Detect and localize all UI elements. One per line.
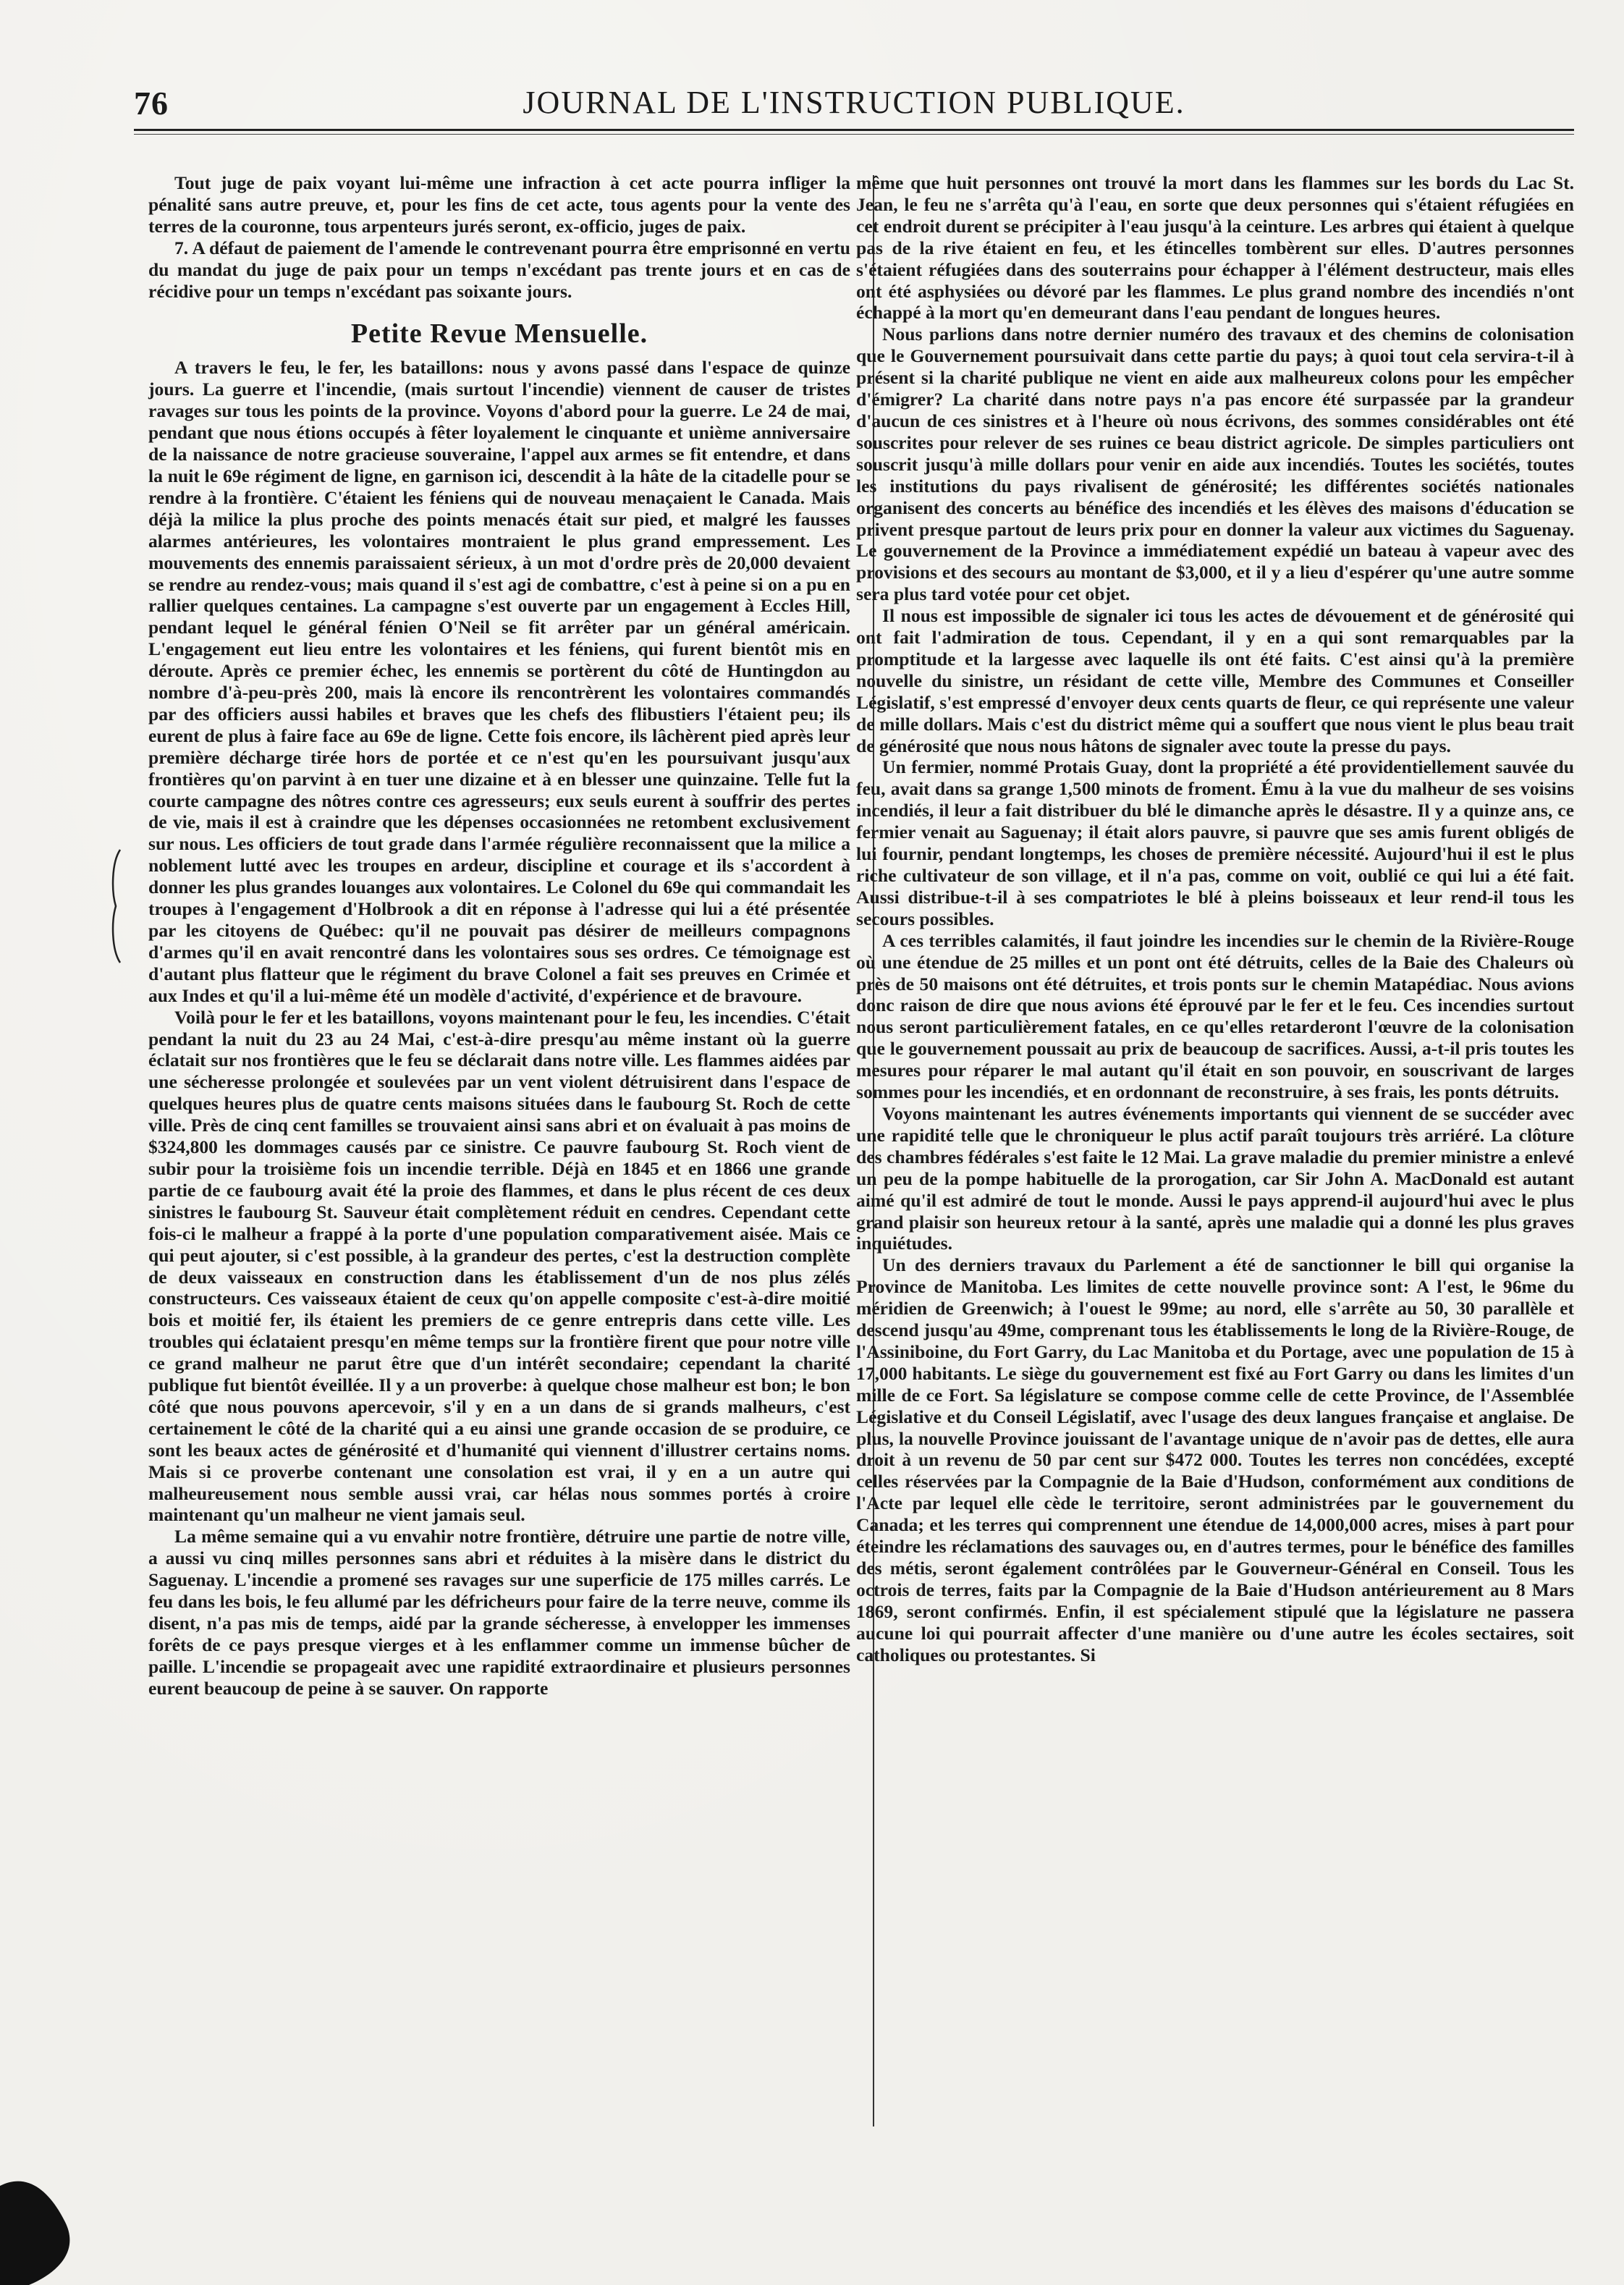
paragraph: La même semaine qui a vu envahir notre frontière, détruire une partie de notre ville, a aussi vu cinq milles personnes sans abri et réduites à la misère dans le district du Saguenay. L'incendie a promené ses ravages sur une superficie de 175 milles carrés. Le feu dans les bois, le feu allumé par les défricheurs pour faire de la terre neuve, comme ils disent, n'a pas mis de temps, aidé par la grande sécheresse, à envelopper les immenses forêts de ce pays presque vierges et à les enflammer comme un immense bûcher de paille. L'incendie se propageait avec une rapidité extraordinaire et plusieurs personnes eurent beaucoup de peine à se sauver. On rapporte (148, 1526, 850, 1699)
paragraph: 7. A défaut de paiement de l'amende le contrevenant pourra être emprisonné en vertu du mandat du juge de paix pour un temps n'excédant pas trente jours et en cas de récidive pour un temps n'excédant pas soixante jours. (148, 237, 850, 302)
paragraph: Nous parlions dans notre dernier numéro des travaux et des chemins de colonisation que le Gouvernement poursuivait dans cette partie du pays; à quoi tout cela servira-t-il à présent si la charité publique ne vient en aide aux malheureux colons pour les empêcher d'émigrer? La charité dans notre pays n'a pas encore été surpassée par la grandeur d'aucun de ces sinistres et à l'heure où nous écrivons, des sommes considérables ont été souscrites pour relever de ses ruines ce beau district agricole. De simples particuliers ont souscrit jusqu'à mille dollars pour venir en aide aux incendiés. Toutes les sociétés, toutes les institutions du pays rivalisent de générosité; les différentes sociétés nationales organisent des concerts au bénéfice des incendiés et les élèves des maisons d'éducation se privent presque partout de leurs prix pour en donner la valeur aux victimes du Saguenay. Le gouvernement de la Province a immédiatement expédié un bateau à vapeur avec des provisions et des secours au montant de $3,000, et il y a lieu d'espérer qu'une autre somme sera plus tard votée pour cet objet. (856, 324, 1574, 605)
right-column (856, 172, 1574, 1666)
paragraph: A ces terribles calamités, il faut joindre les incendies sur le chemin de la Rivière-Rouge où une étendue de 25 milles et un pont ont été détruits, celles de la Baie des Chaleurs où près de 50 maisons ont été détruites, et trois ponts sur le chemin Matapédiac. Nous avions donc raison de dire que nous avions été éprouvé par le fer et le feu. Ces incendies surtout nous seront particulièrement fatales, en ce qu'elles retarderont l'œuvre de la colonisation que le gouvernement poussait au prix de beaucoup de sacrifices. Aussi, a-t-il pris toutes les mesures pour réparer le mal autant qu'il était en son pouvoir, en souscrivant de larges sommes pour les incendiés, et en ordonnant de reconstruire, à ses frais, les ponts détruits. (856, 929, 1574, 1103)
journal-title: JOURNAL DE L'INSTRUCTION PUBLIQUE. (523, 85, 1185, 120)
paragraph: Un des derniers travaux du Parlement a été de sanctionner le bill qui organise la Province de Manitoba. Les limites de cette nouvelle province sont: A l'est, le 96me du méridien de Greenwich; à l'ouest le 99me; au nord, elle s'arrête au 50, 30 parallèle et descend jusqu'au 49me, comprenant tous les établissements le long de la Rivière-Rouge, de l'Assiniboine, du Fort Garry, du Lac Manitoba et du Portage, avec une population de 15 à 17,000 habitants. Le siège du gouvernement est fixé au Fort Garry ou dans les limites d'un mille de ce Fort. Sa législature se compose comme celle de cette Province, de l'Assemblée Législative et du Conseil Législatif, avec l'usage des deux langues française et anglaise. De plus, la nouvelle Province jouissant de l'avantage unique de n'avoir pas de dettes, elle aura droit à un revenu de 50 par cent sur $472 000. Toutes les terres non concédées, excepté celles réservées par la Compagnie de la Baie d'Hudson, conformément aux conditions de l'Acte par lequel elle cède le territoire, seront administrées par le gouvernement du Canada; et les terres qui comprennent une étendue de 14,000,000 acres, mises à part pour éteindre les réclamations des sauvages ou, en d'autres termes, pour le bénéfice des familles des métis, seront également contrôlées par le Gouverneur-Général en Conseil. Tous les octrois de terres, faits par la Compagnie de la Baie d'Hudson antérieurement au 8 Mars 1869, seront confirmés. Enfin, il est spécialement stipulé que la législature ne passera aucune loi qui pourrait affecter d'une manière ou d'une autre les écoles sectaires, soit catholiques ou protestantes. Si (856, 1254, 1574, 1665)
paragraph: Tout juge de paix voyant lui-même une infraction à cet acte pourra infliger la pénalité sans autre preuve, et, pour les fins de cet acte, tous agents pour la vente des terres de la couronne, tous arpenteurs jurés seront, ex-officio, juges de paix. (148, 172, 850, 237)
paragraph: même que huit personnes ont trouvé la mort dans les flammes sur les bords du Lac St. Jean, le feu ne s'arrêta qu'à l'eau, en sorte que deux personnes qui s'étaient réfugiées en cet endroit durent se précipiter à l'eau jusqu'à la ceinture. Les arbres qui étaient à quelque pas de la rive étaient en feu, et les étincelles tombèrent sur elles. D'autres personnes s'étaient réfugiées dans des souterrains pour échapper à l'élément destructeur, mais elles ont été asphysiées ou dévoré par les flammes. Le plus grand nombre des incendiés n'ont échappé à la mort qu'en demeurant dans l'eau pendant de longues heures. (856, 172, 1574, 324)
paragraph: Voilà pour le fer et les bataillons, voyons maintenant pour le feu, les incendies. C'était pendant la nuit du 23 au 24 Mai, c'est-à-dire presqu'au même instant où la guerre éclatait sur nos frontières que le feu se déclarait dans notre ville. Les flammes aidées par une sécheresse prolongée et soulevées par un vent violent détruisirent dans l'espace de quelques heures plus de quatre cents maisons situées dans le faubourg St. Roch de cette ville. Près de cinq cent familles se trouvaient ainsi sans abri et on évaluait à pas moins de $324,800 les dommages causés par ce sinistre. Ce pauvre faubourg St. Roch vient de subir pour la troisième fois un incendie terrible. Déjà en 1845 et en 1866 une grande partie de ce faubourg avait été la proie des flammes, et dans le plus récent de ces deux sinistres le faubourg St. Sauveur était complètement réduit en cendres. Cependant cette fois-ci le malheur a frappé à la porte d'une population comparativement aisée. Mais ce qui peut ajouter, si c'est possible, à la grandeur des pertes, c'est la destruction complète de deux vaisseaux en construction dans les établissement d'un de nos plus zélés constructeurs. Ces vaisseaux étaient de ceux qu'on appelle composite c'est-à-dire moitié bois et moitié fer, ils étaient les premiers de ce genre entrepris dans cette ville. Les troubles qui éclataient presqu'en même temps sur la frontière firent que pour notre ville ce grand malheur ne parut être que d'un intérêt secondaire; cependant la charité publique fut bientôt éveillée. Il y a un proverbe: à quelque chose malheur est bon; le bon côté que nous pouvons apercevoir, s'il y en a un dans de si grands malheurs, c'est certainement le côté de la charité qui a eu ainsi une grande occasion de se produire, ce sont les beaux actes de générosité et d'humanité qui viennent d'illustrer certains noms. Mais si ce proverbe contenant une consolation est vrai, il y en a un autre qui malheureusement nous semble aussi vrai, car hélas nous sommes portés à croire maintenant qu'un malheur ne vient jamais seul. (148, 1006, 850, 1526)
page-header (134, 78, 1574, 122)
paragraph: Il nous est impossible de signaler ici tous les actes de dévouement et de générosité qui ont fait l'admiration de tous. Cependant, il y en a qui sont remarquables par la promptitude et la largesse avec laquelle ils ont été faits. C'est ainsi qu'à la première nouvelle du sinistre, un résidant de cette ville, Membre des Communes et Conseiller Législatif, s'est empressé d'envoyer deux cents quarts de fleur, ce qui représente une valeur de mille dollars. Mais c'est du district même qui a souffert que nous vient le plus beau trait de générosité que nous nous hâtons de signaler avec toute la presse du pays. (856, 605, 1574, 756)
page-stain (0, 2142, 159, 2285)
header-rule-thin (134, 134, 1574, 135)
paragraph: Voyons maintenant les autres événements importants qui viennent de se succéder avec une rapidité telle que le chroniqueur le plus actif paraît toujours très arriéré. La clôture des chambres fédérales s'est faite le 12 Mai. La grave maladie du premier ministre a enlevé un peu de la pompe habituelle de la prorogation, car Sir John A. MacDonald est autant aimé qu'il est admiré de tout le monde. Aussi le pays apprend-il aujourd'hui avec le plus grand plaisir son heureux retour à la santé, après une maladie qui a donné les plus graves inquiétudes. (856, 1102, 1574, 1254)
paragraph: A travers le feu, le fer, les bataillons: nous y avons passé dans l'espace de quinze jours. La guerre et l'incendie, (mais surtout l'incendie) viennent de causer de tristes ravages sur tous les points de la province. Voyons d'abord pour la guerre. Le 24 de mai, pendant que nous étions occupés à fêter loyalement le cinquante et unième anniversaire de la naissance de notre gracieuse souveraine, l'appel aux armes se fit entendre, et dans la nuit le 69e régiment de ligne, en garnison ici, descendit à la hâte de la citadelle pour se rendre à la frontière. C'étaient les féniens qui de nouveau menaçaient le Canada. Mais déjà la milice la plus proche des points menacés était sur pied, et malgré les fausses alarmes antérieures, les volontaires montraient le plus grand empressement. Les mouvements des ennemis paraissaient sérieux, à un mot d'ordre près de 20,000 devaient se rendre au rendez-vous; mais quand il s'est agi de combattre, c'est à peine si on a pu en rallier quelques centaines. La campagne s'est ouverte par un engagement à Eccles Hill, pendant lequel le général fénien O'Neil se fit arrêter par un général américain. L'engagement eut lieu entre les volontaires et les féniens, qui furent bientôt mis en déroute. Après ce premier échec, les ennemis se portèrent du côté de Huntingdon au nombre d'à-peu-près 200, mais là encore ils rencontrèrent les volontaires commandés par des officiers aussi habiles et braves que les chefs des flibustiers l'étaient peu; ils eurent de plus à faire face au 69e de ligne. Cette fois encore, ils lâchèrent pied après leur première décharge tirée hors de portée et ce n'est qu'en les poursuivant jusqu'aux frontières qu'on parvint à en tuer une dizaine et à en blesser une quinzaine. Telle fut la courte campagne des nôtres contre ces agresseurs; eux seuls eurent à souffrir des pertes de vie, mais il est à craindre que les dépenses occasionnées ne retombent exclusivement sur nous. Les officiers de tout grade dans l'armée régulière reconnaissent que la milice a noblement lutté avec les troupes en ardeur, discipline et courage et ils s'accordent à donner les plus grandes louanges aux volontaires. Le Colonel du 69e qui commandait les troupes à l'engagement d'Holbrook a dit en réponse à l'adresse qui lui a été présentée par les citoyens de Québec: qu'il ne pouvait pas désirer de meilleurs compagnons d'armes qu'il en avait rencontré dans les volontaires sous ses ordres. Ce témoignage est d'autant plus flatteur que le régiment du brave Colonel a fait ses preuves en Crimée et aux Indes et qu'il a lui-même été un modèle d'activité, d'expérience et de bravoure. (148, 357, 850, 1006)
page-number: 76 (134, 85, 169, 122)
left-column (148, 172, 850, 1699)
margin-bracket-mark (107, 848, 123, 964)
header-rule (134, 129, 1574, 131)
section-title: Petite Revue Mensuelle. (350, 318, 648, 350)
paragraph: Un fermier, nommé Protais Guay, dont la propriété a été providentiellement sauvée du feu, avait dans sa grange 1,500 minots de froment. Ému à la vue du malheur de ses voisins incendiés, il leur a fait distribuer du blé le dimanche après le désastre. Il y a quinze ans, ce fermier venait au Saguenay; il était alors pauvre, si pauvre que ses amis furent obligés de lui fournir, pendant longtemps, les choses de première nécessité. Aujourd'hui il est le plus riche cultivateur de son village, et il n'a pas, comme on voit, oublié ce qui lui a été fait. Aussi distribue-t-il à ses compatriotes le blé à pleins boisseaux et leur rend-il tous les secours possibles. (856, 756, 1574, 929)
